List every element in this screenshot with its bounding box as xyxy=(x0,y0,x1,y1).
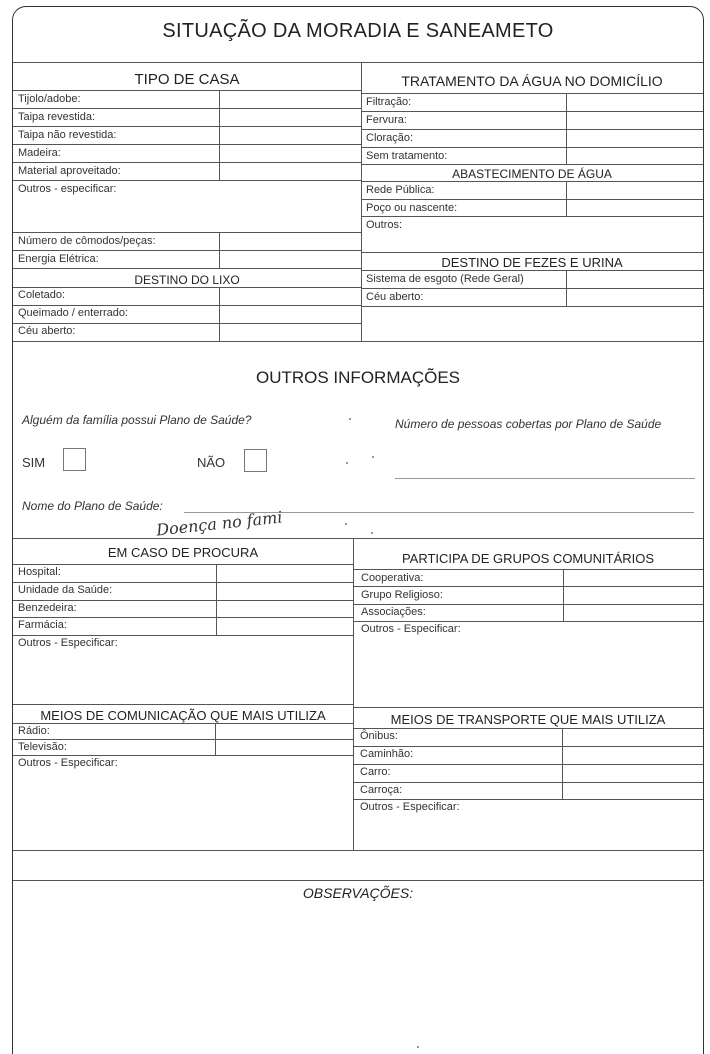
tipo-casa-heading: TIPO DE CASA xyxy=(134,71,240,88)
col-line xyxy=(219,90,220,180)
transporte-item: Ônibus: xyxy=(360,730,398,742)
abastecimento-item: Poço ou nascente: xyxy=(366,202,458,214)
transporte-heading: MEIOS DE TRANSPORTE QUE MAIS UTILIZA xyxy=(390,712,666,727)
row-line xyxy=(353,799,703,800)
fezes-item: Céu aberto: xyxy=(366,291,424,303)
destino-lixo-heading: DESTINO DO LIXO xyxy=(134,273,240,287)
row-line xyxy=(13,126,361,127)
transporte-item: Caminhão: xyxy=(360,748,414,760)
col-line xyxy=(215,723,216,755)
row-line xyxy=(13,635,353,636)
row-line xyxy=(361,164,703,165)
scan-speck xyxy=(371,532,373,534)
grupos-item: Outros - Especificar: xyxy=(361,623,461,635)
row-line xyxy=(361,306,703,307)
row-line xyxy=(353,728,703,729)
procura-item: Benzedeira: xyxy=(18,602,77,614)
row-line xyxy=(353,604,703,605)
grupos-item: Grupo Religioso: xyxy=(361,589,443,601)
tipo-casa-item: Outros - especificar: xyxy=(18,183,117,195)
comodos-label: Número de cômodos/peças: xyxy=(18,235,156,247)
row-line xyxy=(353,746,703,747)
col-line xyxy=(566,270,567,306)
row-line xyxy=(361,129,703,130)
row-line xyxy=(13,582,353,583)
lixo-item: Queimado / enterrado: xyxy=(18,307,129,319)
row-line xyxy=(353,764,703,765)
grupos-heading: PARTICIPA DE GRUPOS COMUNITÁRIOS xyxy=(401,551,655,566)
obs-top-line xyxy=(13,880,703,881)
comunicacao-heading: MEIOS DE COMUNICAÇÃO QUE MAIS UTILIZA xyxy=(40,708,326,723)
lixo-item: Céu aberto: xyxy=(18,325,76,337)
procura-item: Hospital: xyxy=(18,566,61,578)
row-line xyxy=(361,288,703,289)
transporte-item: Outros - Especificar: xyxy=(360,801,460,813)
row-line xyxy=(353,586,703,587)
row-line xyxy=(13,268,361,269)
row-line xyxy=(13,144,361,145)
top-table-bottom xyxy=(13,341,703,342)
row-line xyxy=(13,108,361,109)
abastecimento-heading: ABASTECIMENTO DE ÁGUA xyxy=(452,167,612,181)
form-title: SITUAÇÃO DA MORADIA E SANEAMETO xyxy=(162,20,554,42)
procura-item: Outros - Especificar: xyxy=(18,637,118,649)
top-table-border xyxy=(13,62,703,63)
row-line xyxy=(353,569,703,570)
col-line xyxy=(566,93,567,164)
row-line xyxy=(361,111,703,112)
row-line xyxy=(13,90,361,91)
col-line xyxy=(219,232,220,268)
row-line xyxy=(13,739,353,740)
row-line xyxy=(361,147,703,148)
nome-plano-label: Nome do Plano de Saúde: xyxy=(22,499,163,513)
sim-label: SIM xyxy=(22,455,46,470)
col-line xyxy=(566,181,567,216)
col-line xyxy=(563,569,564,621)
row-line xyxy=(361,216,703,217)
grupos-item: Associações: xyxy=(361,606,426,618)
row-line xyxy=(13,250,361,251)
nao-checkbox[interactable] xyxy=(244,449,267,472)
col-line xyxy=(562,728,563,799)
row-line xyxy=(353,621,703,622)
row-line xyxy=(13,232,361,233)
tratamento-item: Sem tratamento: xyxy=(366,150,448,162)
scan-speck xyxy=(372,456,374,458)
tipo-casa-item: Taipa não revestida: xyxy=(18,129,117,141)
abastecimento-item: Rede Pública: xyxy=(366,184,435,196)
scan-speck xyxy=(346,462,348,464)
row-line xyxy=(13,287,361,288)
abastecimento-item: Outros: xyxy=(366,219,403,231)
sim-checkbox[interactable] xyxy=(63,448,86,471)
grupos-item: Cooperativa: xyxy=(361,572,424,584)
row-line xyxy=(361,270,703,271)
row-line xyxy=(353,782,703,783)
tratamento-item: Fervura: xyxy=(366,114,407,126)
procura-item: Unidade da Saúde: xyxy=(18,584,113,596)
energia-label: Energia Elétrica: xyxy=(18,253,99,265)
row-line xyxy=(13,600,353,601)
pessoas-question: Número de pessoas cobertas por Plano de Saúde xyxy=(395,417,662,431)
fezes-item: Sistema de esgoto (Rede Geral) xyxy=(366,273,524,285)
outras-info-heading: OUTROS INFORMAÇÕES xyxy=(255,368,460,387)
plano-question: Alguém da família possui Plano de Saúde? xyxy=(22,413,252,427)
row-line xyxy=(361,181,703,182)
tratamento-item: Cloração: xyxy=(366,132,414,144)
row-line xyxy=(13,564,353,565)
row-line xyxy=(13,723,353,724)
col-line xyxy=(219,287,220,341)
row-line xyxy=(13,617,353,618)
tratamento-item: Filtração: xyxy=(366,96,412,108)
nao-label: NÃO xyxy=(197,455,226,470)
lixo-item: Coletado: xyxy=(18,289,66,301)
row-line xyxy=(13,704,353,705)
observacoes-heading: OBSERVAÇÕES: xyxy=(302,885,414,901)
transporte-item: Carro: xyxy=(360,766,391,778)
mid-table-divider xyxy=(353,538,354,850)
comunicacao-item: Televisão: xyxy=(18,741,67,753)
tipo-casa-item: Material aproveitado: xyxy=(18,165,121,177)
tipo-casa-item: Tijolo/adobe: xyxy=(18,93,81,105)
top-table-divider xyxy=(361,62,362,341)
comunicacao-item: Outros - Especificar: xyxy=(18,757,118,769)
row-line xyxy=(13,755,353,756)
row-line xyxy=(361,199,703,200)
row-line xyxy=(353,707,703,708)
scan-speck xyxy=(417,1046,419,1048)
fezes-heading: DESTINO DE FEZES E URINA xyxy=(441,255,623,270)
scan-speck xyxy=(345,523,347,525)
tipo-casa-item: Taipa revestida: xyxy=(18,111,96,123)
transporte-item: Carroça: xyxy=(360,784,403,796)
row-line xyxy=(361,93,703,94)
col-line xyxy=(216,564,217,635)
row-line xyxy=(13,305,361,306)
tipo-casa-item: Madeira: xyxy=(18,147,61,159)
row-line xyxy=(13,180,361,181)
row-line xyxy=(13,162,361,163)
tratamento-agua-heading: TRATAMENTO DA ÁGUA NO DOMICÍLIO xyxy=(401,73,663,89)
procura-heading: EM CASO DE PROCURA xyxy=(107,545,259,560)
procura-item: Farmácia: xyxy=(18,619,67,631)
row-line xyxy=(13,323,361,324)
mid-table-top xyxy=(13,538,703,539)
mid-table-bottom xyxy=(13,850,703,851)
comunicacao-item: Rádio: xyxy=(18,725,50,737)
handwritten-note: Doença no fami xyxy=(155,507,284,540)
row-line xyxy=(361,252,703,253)
pessoas-answer-line xyxy=(395,478,695,479)
scan-speck xyxy=(349,418,351,420)
